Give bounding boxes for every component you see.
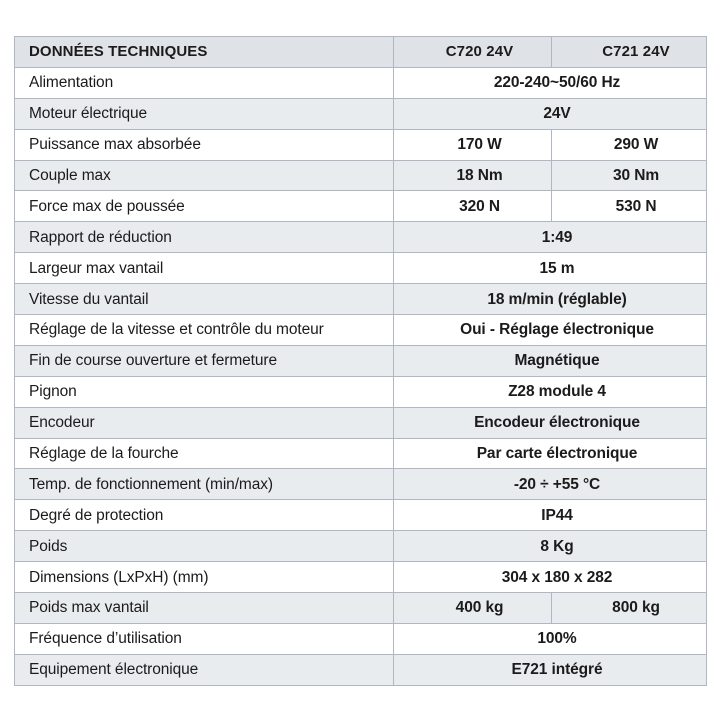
spec-value-cell-merged: 304 x 180 x 282: [394, 562, 707, 593]
spec-label-cell: Force max de poussée: [15, 191, 394, 222]
spec-value-cell-merged: IP44: [394, 500, 707, 531]
spec-value-cell-c721: 290 W: [552, 129, 707, 160]
spec-label-cell: Réglage de la fourche: [15, 438, 394, 469]
spec-value-cell-merged: 220-240~50/60 Hz: [394, 67, 707, 98]
table-row: [15, 376, 707, 407]
spec-value-cell-c721: 530 N: [552, 191, 707, 222]
table-row: [15, 129, 707, 160]
spec-label-cell: Largeur max vantail: [15, 253, 394, 284]
header-label-cell: DONNÉES TECHNIQUES: [15, 37, 394, 68]
spec-label-cell: Equipement électronique: [15, 654, 394, 685]
spec-value-cell-c721: 30 Nm: [552, 160, 707, 191]
table-row: [15, 191, 707, 222]
spec-label-cell: Moteur électrique: [15, 98, 394, 129]
table-row: [15, 315, 707, 346]
technical-specifications-table-container: [14, 36, 706, 685]
spec-value-cell-merged: 24V: [394, 98, 707, 129]
spec-label-cell: Pignon: [15, 376, 394, 407]
spec-value-cell-c720: 400 kg: [394, 593, 552, 624]
table-row: [15, 562, 707, 593]
spec-label-cell: Fréquence d’utilisation: [15, 623, 394, 654]
spec-value-cell-merged: -20 ÷ +55 °C: [394, 469, 707, 500]
spec-value-cell-c720: 320 N: [394, 191, 552, 222]
spec-value-cell-merged: Par carte électronique: [394, 438, 707, 469]
spec-label-cell: Temp. de fonctionnement (min/max): [15, 469, 394, 500]
spec-value-cell-merged: Z28 module 4: [394, 376, 707, 407]
table-row: [15, 469, 707, 500]
table-body: [15, 37, 707, 686]
table-row: [15, 222, 707, 253]
spec-value-cell-merged: 1:49: [394, 222, 707, 253]
spec-label-cell: Puissance max absorbée: [15, 129, 394, 160]
table-row: [15, 345, 707, 376]
header-column-c720: C720 24V: [394, 37, 552, 68]
spec-value-cell-merged: 18 m/min (réglable): [394, 284, 707, 315]
spec-label-cell: Vitesse du vantail: [15, 284, 394, 315]
table-row: [15, 531, 707, 562]
spec-label-cell: Couple max: [15, 160, 394, 191]
spec-label-cell: Rapport de réduction: [15, 222, 394, 253]
table-row: [15, 253, 707, 284]
spec-value-cell-merged: Oui - Réglage électronique: [394, 315, 707, 346]
spec-value-cell-c720: 18 Nm: [394, 160, 552, 191]
header-column-c721: C721 24V: [552, 37, 707, 68]
technical-specifications-table: [14, 36, 707, 686]
spec-label-cell: Réglage de la vitesse et contrôle du moteur: [15, 315, 394, 346]
spec-value-cell-merged: Encodeur électronique: [394, 407, 707, 438]
spec-value-cell-merged: 15 m: [394, 253, 707, 284]
table-row: [15, 623, 707, 654]
spec-label-cell: Poids max vantail: [15, 593, 394, 624]
spec-label-cell: Alimentation: [15, 67, 394, 98]
spec-label-cell: Dimensions (LxPxH) (mm): [15, 562, 394, 593]
spec-label-cell: Encodeur: [15, 407, 394, 438]
spec-value-cell-c720: 170 W: [394, 129, 552, 160]
table-row: [15, 284, 707, 315]
spec-label-cell: Fin de course ouverture et fermeture: [15, 345, 394, 376]
spec-label-cell: Poids: [15, 531, 394, 562]
table-row: [15, 407, 707, 438]
spec-label-cell: Degré de protection: [15, 500, 394, 531]
spec-value-cell-merged: Magnétique: [394, 345, 707, 376]
table-header-row: [15, 37, 707, 68]
table-row: [15, 98, 707, 129]
spec-value-cell-merged: 8 Kg: [394, 531, 707, 562]
table-row: [15, 160, 707, 191]
table-row: [15, 438, 707, 469]
table-row: [15, 593, 707, 624]
spec-value-cell-merged: 100%: [394, 623, 707, 654]
spec-value-cell-merged: E721 intégré: [394, 654, 707, 685]
table-row: [15, 67, 707, 98]
spec-value-cell-c721: 800 kg: [552, 593, 707, 624]
table-row: [15, 654, 707, 685]
table-row: [15, 500, 707, 531]
